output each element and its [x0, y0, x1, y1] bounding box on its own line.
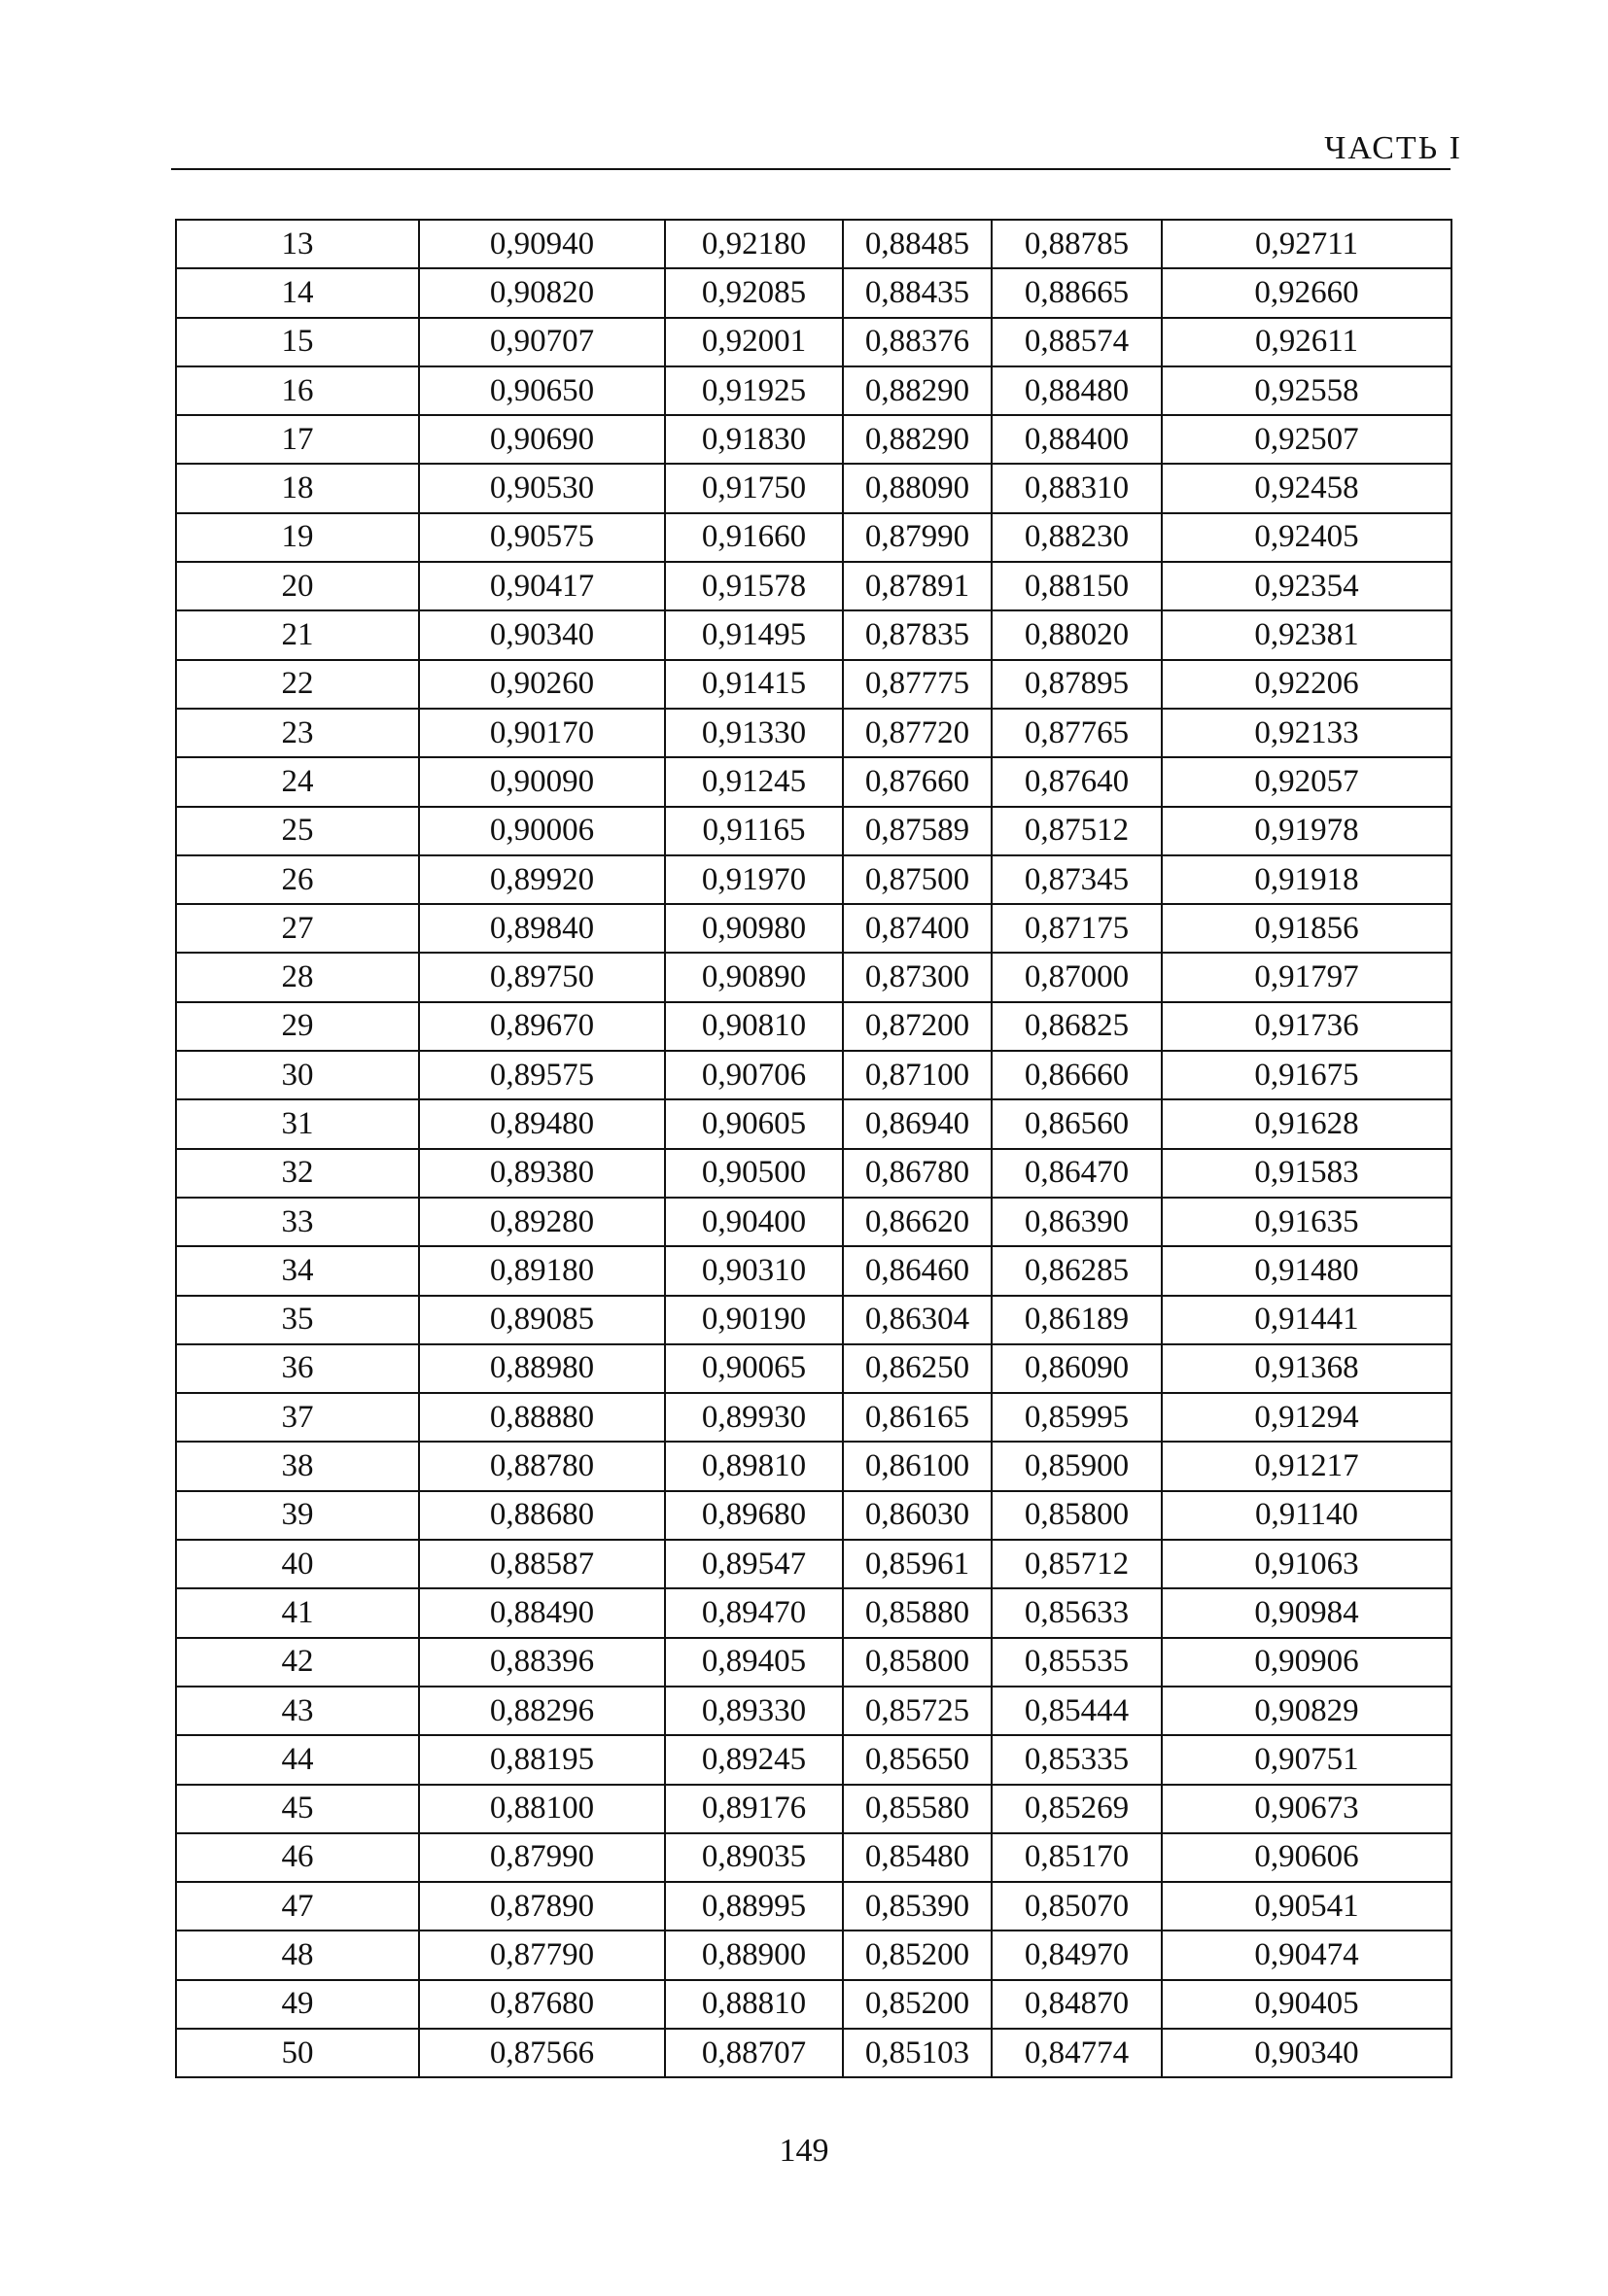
value-cell: 0,91918	[1162, 855, 1451, 904]
row-index-cell: 24	[176, 757, 419, 806]
table-row	[176, 953, 1451, 1001]
table-row	[176, 610, 1451, 659]
value-cell: 0,92206	[1162, 660, 1451, 709]
value-cell: 0,87589	[843, 807, 992, 855]
value-cell: 0,89920	[419, 855, 665, 904]
value-cell: 0,85480	[843, 1833, 992, 1882]
value-cell: 0,85535	[992, 1638, 1162, 1687]
value-cell: 0,92001	[665, 318, 843, 366]
table-row	[176, 1882, 1451, 1931]
value-cell: 0,92180	[665, 220, 843, 268]
value-cell: 0,90340	[419, 610, 665, 659]
value-cell: 0,90810	[665, 1002, 843, 1051]
value-cell: 0,85712	[992, 1540, 1162, 1588]
row-index-cell: 48	[176, 1931, 419, 1979]
value-cell: 0,86620	[843, 1198, 992, 1246]
value-cell: 0,88290	[843, 366, 992, 415]
value-cell: 0,91628	[1162, 1099, 1451, 1148]
value-cell: 0,86940	[843, 1099, 992, 1148]
value-cell: 0,89085	[419, 1296, 665, 1344]
row-index-cell: 31	[176, 1099, 419, 1148]
value-cell: 0,90751	[1162, 1735, 1451, 1784]
table-row	[176, 1296, 1451, 1344]
value-cell: 0,87680	[419, 1980, 665, 2029]
value-cell: 0,90707	[419, 318, 665, 366]
row-index-cell: 22	[176, 660, 419, 709]
value-cell: 0,85725	[843, 1687, 992, 1735]
value-cell: 0,88195	[419, 1735, 665, 1784]
value-cell: 0,91978	[1162, 807, 1451, 855]
table-row	[176, 904, 1451, 953]
value-cell: 0,90984	[1162, 1588, 1451, 1637]
value-cell: 0,87790	[419, 1931, 665, 1979]
value-cell: 0,87200	[843, 1002, 992, 1051]
table-row	[176, 1442, 1451, 1490]
value-cell: 0,88020	[992, 610, 1162, 659]
value-cell: 0,85961	[843, 1540, 992, 1588]
table-row	[176, 415, 1451, 464]
value-cell: 0,87660	[843, 757, 992, 806]
value-cell: 0,91578	[665, 562, 843, 610]
value-cell: 0,87100	[843, 1051, 992, 1099]
value-cell: 0,92458	[1162, 464, 1451, 512]
row-index-cell: 49	[176, 1980, 419, 2029]
data-table	[175, 219, 1452, 2078]
table-row	[176, 1149, 1451, 1198]
value-cell: 0,88376	[843, 318, 992, 366]
table-row	[176, 1051, 1451, 1099]
table-row	[176, 1344, 1451, 1393]
row-index-cell: 47	[176, 1882, 419, 1931]
value-cell: 0,85800	[992, 1491, 1162, 1540]
value-cell: 0,88485	[843, 220, 992, 268]
value-cell: 0,86560	[992, 1099, 1162, 1148]
row-index-cell: 27	[176, 904, 419, 953]
value-cell: 0,88980	[419, 1344, 665, 1393]
table-row	[176, 807, 1451, 855]
value-cell: 0,87835	[843, 610, 992, 659]
value-cell: 0,91245	[665, 757, 843, 806]
value-cell: 0,85170	[992, 1833, 1162, 1882]
value-cell: 0,85444	[992, 1687, 1162, 1735]
row-index-cell: 34	[176, 1246, 419, 1295]
value-cell: 0,87720	[843, 709, 992, 757]
table-row	[176, 1833, 1451, 1882]
value-cell: 0,84870	[992, 1980, 1162, 2029]
value-cell: 0,92660	[1162, 268, 1451, 317]
value-cell: 0,90673	[1162, 1785, 1451, 1833]
value-cell: 0,90706	[665, 1051, 843, 1099]
value-cell: 0,90417	[419, 562, 665, 610]
section-title: ЧАСТЬ I	[1324, 130, 1462, 166]
value-cell: 0,89750	[419, 953, 665, 1001]
value-cell: 0,88310	[992, 464, 1162, 512]
value-cell: 0,90400	[665, 1198, 843, 1246]
value-cell: 0,92354	[1162, 562, 1451, 610]
value-cell: 0,85633	[992, 1588, 1162, 1637]
value-cell: 0,88100	[419, 1785, 665, 1833]
value-cell: 0,91495	[665, 610, 843, 659]
value-cell: 0,89930	[665, 1393, 843, 1442]
value-cell: 0,85390	[843, 1882, 992, 1931]
row-index-cell: 14	[176, 268, 419, 317]
row-index-cell: 32	[176, 1149, 419, 1198]
row-index-cell: 16	[176, 366, 419, 415]
value-cell: 0,90575	[419, 513, 665, 562]
value-cell: 0,85800	[843, 1638, 992, 1687]
value-cell: 0,91583	[1162, 1149, 1451, 1198]
table-row	[176, 2029, 1451, 2077]
value-cell: 0,85335	[992, 1735, 1162, 1784]
value-cell: 0,90829	[1162, 1687, 1451, 1735]
value-cell: 0,88400	[992, 415, 1162, 464]
value-cell: 0,88150	[992, 562, 1162, 610]
value-cell: 0,85995	[992, 1393, 1162, 1442]
table-row	[176, 1638, 1451, 1687]
row-index-cell: 28	[176, 953, 419, 1001]
value-cell: 0,90310	[665, 1246, 843, 1295]
value-cell: 0,91830	[665, 415, 843, 464]
value-cell: 0,89330	[665, 1687, 843, 1735]
value-cell: 0,90090	[419, 757, 665, 806]
value-cell: 0,90820	[419, 268, 665, 317]
value-cell: 0,90606	[1162, 1833, 1451, 1882]
value-cell: 0,85103	[843, 2029, 992, 2077]
value-cell: 0,87895	[992, 660, 1162, 709]
value-cell: 0,89470	[665, 1588, 843, 1637]
table-row	[176, 1687, 1451, 1735]
row-index-cell: 50	[176, 2029, 419, 2077]
value-cell: 0,85200	[843, 1931, 992, 1979]
value-cell: 0,86470	[992, 1149, 1162, 1198]
row-index-cell: 13	[176, 220, 419, 268]
value-cell: 0,88290	[843, 415, 992, 464]
value-cell: 0,90405	[1162, 1980, 1451, 2029]
value-cell: 0,91925	[665, 366, 843, 415]
row-index-cell: 40	[176, 1540, 419, 1588]
header-rule	[171, 168, 1451, 170]
value-cell: 0,87566	[419, 2029, 665, 2077]
value-cell: 0,84774	[992, 2029, 1162, 2077]
value-cell: 0,89670	[419, 1002, 665, 1051]
value-cell: 0,88587	[419, 1540, 665, 1588]
row-index-cell: 33	[176, 1198, 419, 1246]
table-row	[176, 1002, 1451, 1051]
table-row	[176, 562, 1451, 610]
value-cell: 0,92085	[665, 268, 843, 317]
row-index-cell: 29	[176, 1002, 419, 1051]
value-cell: 0,91750	[665, 464, 843, 512]
value-cell: 0,86189	[992, 1296, 1162, 1344]
value-cell: 0,85580	[843, 1785, 992, 1833]
value-cell: 0,88707	[665, 2029, 843, 2077]
value-cell: 0,90260	[419, 660, 665, 709]
table-row	[176, 1931, 1451, 1979]
value-cell: 0,85880	[843, 1588, 992, 1637]
value-cell: 0,87990	[419, 1833, 665, 1882]
row-index-cell: 18	[176, 464, 419, 512]
row-index-cell: 41	[176, 1588, 419, 1637]
value-cell: 0,92057	[1162, 757, 1451, 806]
value-cell: 0,92381	[1162, 610, 1451, 659]
value-cell: 0,87891	[843, 562, 992, 610]
value-cell: 0,88780	[419, 1442, 665, 1490]
value-cell: 0,90906	[1162, 1638, 1451, 1687]
value-cell: 0,85200	[843, 1980, 992, 2029]
row-index-cell: 17	[176, 415, 419, 464]
value-cell: 0,87500	[843, 855, 992, 904]
value-cell: 0,89680	[665, 1491, 843, 1540]
value-cell: 0,89180	[419, 1246, 665, 1295]
value-cell: 0,91368	[1162, 1344, 1451, 1393]
table-row	[176, 366, 1451, 415]
table-body	[176, 220, 1451, 2077]
row-index-cell: 44	[176, 1735, 419, 1784]
value-cell: 0,84970	[992, 1931, 1162, 1979]
value-cell: 0,91635	[1162, 1198, 1451, 1246]
value-cell: 0,92558	[1162, 366, 1451, 415]
row-index-cell: 36	[176, 1344, 419, 1393]
table-row	[176, 464, 1451, 512]
row-index-cell: 42	[176, 1638, 419, 1687]
row-index-cell: 46	[176, 1833, 419, 1882]
value-cell: 0,89280	[419, 1198, 665, 1246]
value-cell: 0,87775	[843, 660, 992, 709]
value-cell: 0,90065	[665, 1344, 843, 1393]
value-cell: 0,91415	[665, 660, 843, 709]
value-cell: 0,86825	[992, 1002, 1162, 1051]
row-index-cell: 30	[176, 1051, 419, 1099]
value-cell: 0,92507	[1162, 415, 1451, 464]
value-cell: 0,92405	[1162, 513, 1451, 562]
value-cell: 0,87640	[992, 757, 1162, 806]
value-cell: 0,89245	[665, 1735, 843, 1784]
row-index-cell: 45	[176, 1785, 419, 1833]
value-cell: 0,86090	[992, 1344, 1162, 1393]
value-cell: 0,90190	[665, 1296, 843, 1344]
value-cell: 0,89405	[665, 1638, 843, 1687]
value-cell: 0,85070	[992, 1882, 1162, 1931]
row-index-cell: 38	[176, 1442, 419, 1490]
value-cell: 0,91294	[1162, 1393, 1451, 1442]
value-cell: 0,88680	[419, 1491, 665, 1540]
value-cell: 0,87000	[992, 953, 1162, 1001]
value-cell: 0,89480	[419, 1099, 665, 1148]
page-number: 149	[779, 2133, 829, 2169]
value-cell: 0,90690	[419, 415, 665, 464]
value-cell: 0,91063	[1162, 1540, 1451, 1588]
value-cell: 0,90890	[665, 953, 843, 1001]
value-cell: 0,86100	[843, 1442, 992, 1490]
value-cell: 0,90650	[419, 366, 665, 415]
value-cell: 0,89575	[419, 1051, 665, 1099]
value-cell: 0,88900	[665, 1931, 843, 1979]
value-cell: 0,92611	[1162, 318, 1451, 366]
row-index-cell: 37	[176, 1393, 419, 1442]
value-cell: 0,90500	[665, 1149, 843, 1198]
value-cell: 0,89547	[665, 1540, 843, 1588]
row-index-cell: 43	[176, 1687, 419, 1735]
value-cell: 0,86250	[843, 1344, 992, 1393]
value-cell: 0,90940	[419, 220, 665, 268]
value-cell: 0,86390	[992, 1198, 1162, 1246]
row-index-cell: 39	[176, 1491, 419, 1540]
value-cell: 0,87512	[992, 807, 1162, 855]
value-cell: 0,90980	[665, 904, 843, 953]
value-cell: 0,92711	[1162, 220, 1451, 268]
value-cell: 0,88396	[419, 1638, 665, 1687]
value-cell: 0,91856	[1162, 904, 1451, 953]
table-row	[176, 1588, 1451, 1637]
table-row	[176, 268, 1451, 317]
value-cell: 0,88995	[665, 1882, 843, 1931]
table-row	[176, 1246, 1451, 1295]
value-cell: 0,86660	[992, 1051, 1162, 1099]
value-cell: 0,88230	[992, 513, 1162, 562]
value-cell: 0,86780	[843, 1149, 992, 1198]
value-cell: 0,88296	[419, 1687, 665, 1735]
row-index-cell: 23	[176, 709, 419, 757]
value-cell: 0,87765	[992, 709, 1162, 757]
table-row	[176, 220, 1451, 268]
value-cell: 0,87400	[843, 904, 992, 953]
value-cell: 0,91736	[1162, 1002, 1451, 1051]
value-cell: 0,90530	[419, 464, 665, 512]
table-row	[176, 757, 1451, 806]
value-cell: 0,91330	[665, 709, 843, 757]
value-cell: 0,87300	[843, 953, 992, 1001]
table-row	[176, 1785, 1451, 1833]
value-cell: 0,88665	[992, 268, 1162, 317]
row-index-cell: 35	[176, 1296, 419, 1344]
row-index-cell: 21	[176, 610, 419, 659]
row-index-cell: 26	[176, 855, 419, 904]
table-row	[176, 1198, 1451, 1246]
value-cell: 0,86304	[843, 1296, 992, 1344]
value-cell: 0,87990	[843, 513, 992, 562]
table-row	[176, 855, 1451, 904]
value-cell: 0,88490	[419, 1588, 665, 1637]
value-cell: 0,87890	[419, 1882, 665, 1931]
value-cell: 0,90006	[419, 807, 665, 855]
value-cell: 0,90170	[419, 709, 665, 757]
row-index-cell: 19	[176, 513, 419, 562]
value-cell: 0,88810	[665, 1980, 843, 2029]
value-cell: 0,91217	[1162, 1442, 1451, 1490]
row-index-cell: 25	[176, 807, 419, 855]
value-cell: 0,91165	[665, 807, 843, 855]
table-row	[176, 1980, 1451, 2029]
value-cell: 0,88785	[992, 220, 1162, 268]
table-row	[176, 660, 1451, 709]
value-cell: 0,88574	[992, 318, 1162, 366]
table-row	[176, 513, 1451, 562]
value-cell: 0,91140	[1162, 1491, 1451, 1540]
value-cell: 0,91660	[665, 513, 843, 562]
value-cell: 0,86030	[843, 1491, 992, 1540]
table-row	[176, 1099, 1451, 1148]
table-row	[176, 709, 1451, 757]
table-row	[176, 1540, 1451, 1588]
table-row	[176, 1393, 1451, 1442]
table-row	[176, 1735, 1451, 1784]
value-cell: 0,90605	[665, 1099, 843, 1148]
value-cell: 0,86285	[992, 1246, 1162, 1295]
value-cell: 0,90474	[1162, 1931, 1451, 1979]
value-cell: 0,87175	[992, 904, 1162, 953]
value-cell: 0,91970	[665, 855, 843, 904]
value-cell: 0,85650	[843, 1735, 992, 1784]
value-cell: 0,90541	[1162, 1882, 1451, 1931]
row-index-cell: 15	[176, 318, 419, 366]
value-cell: 0,90340	[1162, 2029, 1451, 2077]
value-cell: 0,86165	[843, 1393, 992, 1442]
row-index-cell: 20	[176, 562, 419, 610]
value-cell: 0,91441	[1162, 1296, 1451, 1344]
value-cell: 0,89380	[419, 1149, 665, 1198]
value-cell: 0,85900	[992, 1442, 1162, 1490]
value-cell: 0,86460	[843, 1246, 992, 1295]
value-cell: 0,88480	[992, 366, 1162, 415]
table-row	[176, 1491, 1451, 1540]
value-cell: 0,89810	[665, 1442, 843, 1490]
value-cell: 0,91797	[1162, 953, 1451, 1001]
value-cell: 0,88880	[419, 1393, 665, 1442]
value-cell: 0,92133	[1162, 709, 1451, 757]
table-row	[176, 318, 1451, 366]
value-cell: 0,88435	[843, 268, 992, 317]
value-cell: 0,88090	[843, 464, 992, 512]
value-cell: 0,89840	[419, 904, 665, 953]
value-cell: 0,89176	[665, 1785, 843, 1833]
value-cell: 0,87345	[992, 855, 1162, 904]
value-cell: 0,91480	[1162, 1246, 1451, 1295]
value-cell: 0,85269	[992, 1785, 1162, 1833]
value-cell: 0,89035	[665, 1833, 843, 1882]
value-cell: 0,91675	[1162, 1051, 1451, 1099]
